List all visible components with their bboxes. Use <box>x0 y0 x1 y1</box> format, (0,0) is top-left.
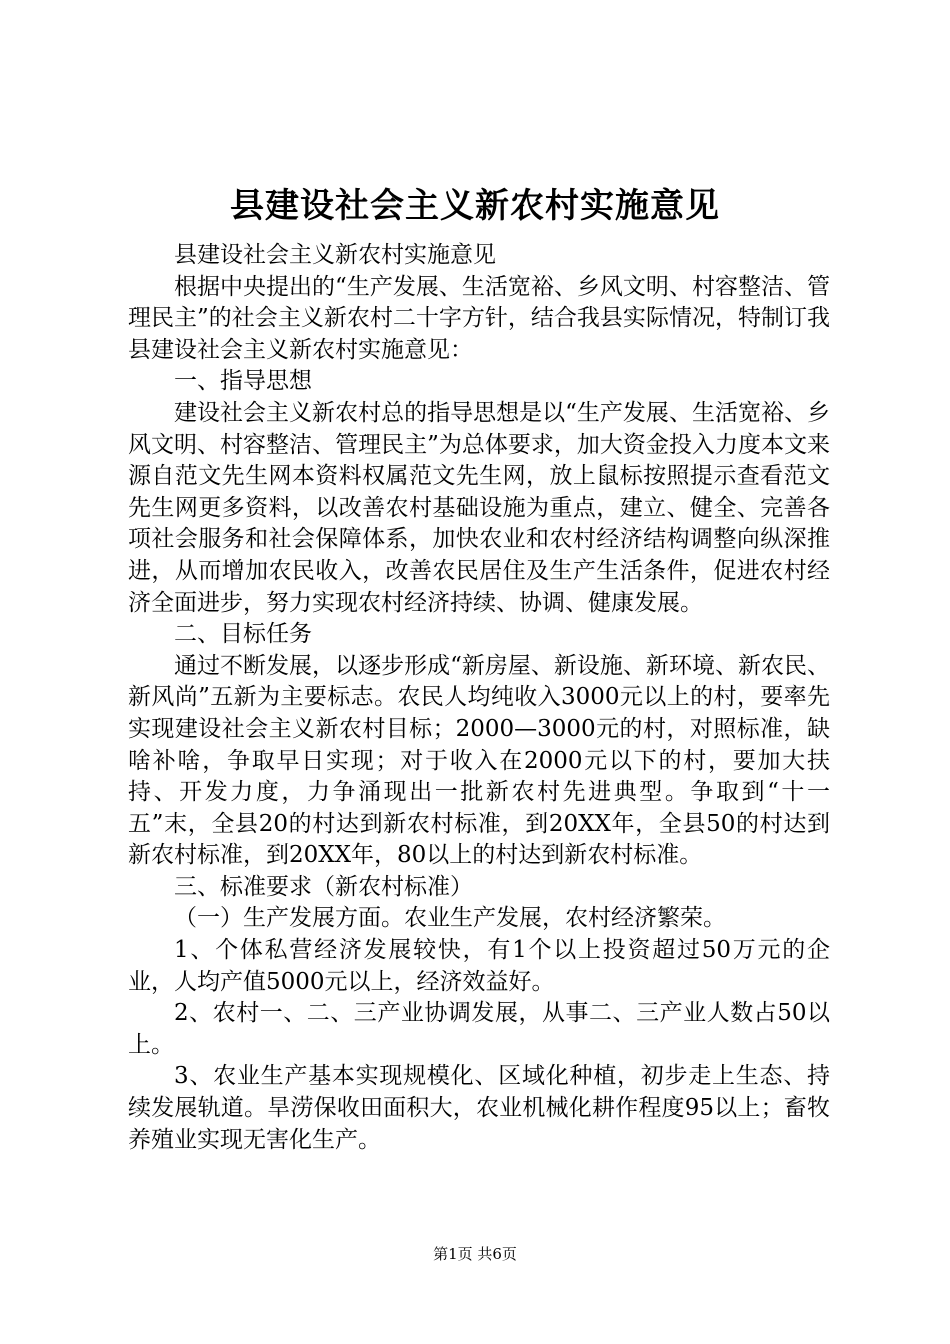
paragraph: 根据中央提出的“生产发展、生活宽裕、乡风文明、村容整洁、管理民主”的社会主义新农村二十字方针，结合我县实际情况，特制订我县建设社会主义新农村实施意见： <box>128 273 830 363</box>
list-item: 2、农村一、二、三产业协调发展，从事二、三产业人数占50以上。 <box>128 1000 830 1058</box>
paragraph: 建设社会主义新农村总的指导思想是以“生产发展、生活宽裕、乡风文明、村容整洁、管理民主”为总体要求，加大资金投入力度本文来源自范文先生网本资料权属范文先生网，放上鼠标按照提示查看范文先生网更多资料，以改善农村基础设施为重点，建立、健全、完善各项社会服务和社会保障体系，加快农业和农村经济结构调整向纵深推进，从而增加农民收入，改善农民居住及生产生活条件，促进农村经济全面进步，努力实现农村经济持续、协调、健康发展。 <box>128 399 830 616</box>
paragraph: （一）生产发展方面。农业生产发展，农村经济繁荣。 <box>174 905 726 932</box>
paragraph: 县建设社会主义新农村实施意见 <box>174 242 496 268</box>
document-title: 县建设社会主义新农村实施意见 <box>230 186 720 226</box>
section-heading: 三、标准要求（新农村标准） <box>174 873 473 900</box>
list-item: 1、个体私营经济发展较快，有1个以上投资超过50万元的企业，人均产值5000元以上，经济效益好。 <box>128 937 830 995</box>
paragraph: 通过不断发展，以逐步形成“新房屋、新设施、新环境、新农民、新风尚”五新为主要标志。农民人均纯收入3000元以上的村，要率先实现建设社会主义新农村目标；2000—3000元的村，对照标准，缺啥补啥，争取早日实现；对于收入在2000元以下的村，要加大扶持、开发力度，力争涌现出一批新农村先进典型。争取到“十一五”末，全县20的村达到新农村标准，到20XX年，全县50的村达到新农村标准，到20XX年，80以上的村达到新农村标准。 <box>128 652 830 869</box>
page-footer: 第1页 共6页 <box>433 1245 517 1263</box>
document-body <box>128 240 830 1156</box>
list-item: 3、农业生产基本实现规模化、区域化种植，初步走上生态、持续发展轨道。旱涝保收田面积大，农业机械化耕作程度95以上；畜牧养殖业实现无害化生产。 <box>128 1063 830 1153</box>
section-heading: 二、目标任务 <box>174 621 312 648</box>
section-heading: 一、指导思想 <box>174 368 312 395</box>
